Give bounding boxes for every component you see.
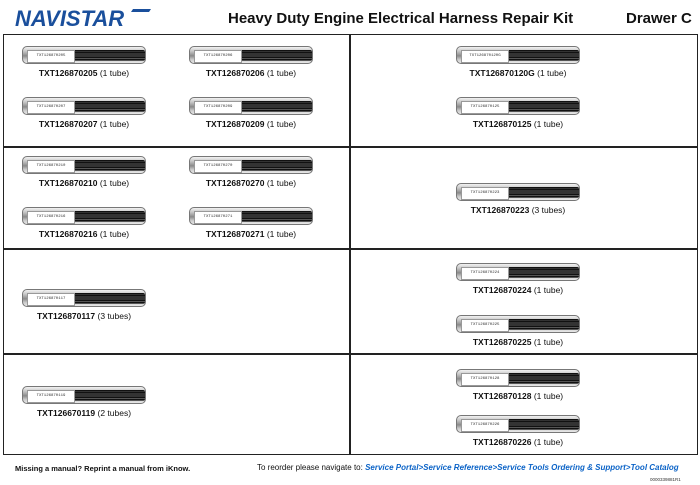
row-divider — [4, 248, 697, 250]
tube-image: TXT126870119 — [22, 386, 146, 404]
kit-item — [448, 315, 588, 355]
kit-item — [181, 46, 321, 86]
reorder-note — [257, 463, 679, 472]
part-number: TXT126870120G — [469, 68, 535, 78]
part-number: TXT126870216 — [38, 229, 98, 239]
tube-count: (1 tube) — [266, 178, 297, 188]
part-number: TXT126870271 — [205, 229, 265, 239]
part-number: TXT126870270 — [205, 178, 265, 188]
row-divider — [4, 353, 697, 355]
tube-image: TXT126870226 — [456, 415, 580, 433]
part-number: TXT126870223 — [470, 205, 530, 215]
tube-count: (1 tube) — [266, 119, 297, 129]
missing-manual-note: Missing a manual? Reprint a manual from iKnow. — [15, 464, 191, 473]
tube-image: TXT126870205 — [22, 46, 146, 64]
tube-image: TXT126870223 — [456, 183, 580, 201]
kit-item — [14, 386, 154, 426]
part-number: TXT126870125 — [472, 119, 532, 129]
tube-image: TXT126870206 — [189, 46, 313, 64]
tube-count: (1 tube) — [266, 229, 297, 239]
tube-image: TXT126870207 — [22, 97, 146, 115]
navistar-logo — [15, 7, 155, 29]
tube-image: TXT126870209 — [189, 97, 313, 115]
part-number: TXT126870226 — [472, 437, 532, 447]
document-number: 0000339881R1 — [650, 477, 681, 482]
tool-catalog-link[interactable]: Service Portal>Service Reference>Service Tools Ordering & Support>Tool Catalog — [365, 463, 679, 472]
tube-count: (1 tube) — [533, 285, 564, 295]
tube-count: (1 tube) — [99, 178, 130, 188]
tube-image: TXT126870210 — [22, 156, 146, 174]
kit-item — [14, 156, 154, 196]
part-number: TXT126870117 — [36, 311, 96, 321]
kit-item — [448, 183, 588, 223]
tube-count: (1 tube) — [537, 68, 567, 78]
tube-count: (1 tube) — [533, 437, 564, 447]
page-header — [0, 0, 700, 34]
tube-count: (1 tube) — [99, 119, 130, 129]
tube-count: (1 tube) — [533, 337, 564, 347]
kit-item — [448, 97, 588, 137]
kit-item — [448, 46, 588, 86]
part-number: TXT126670119 — [36, 408, 96, 418]
part-number: TXT126870207 — [38, 119, 98, 129]
tube-count: (1 tube) — [99, 229, 130, 239]
column-divider — [349, 35, 351, 454]
part-number: TXT126870128 — [472, 391, 532, 401]
page-title: Heavy Duty Engine Electrical Harness Repair Kit — [228, 10, 574, 27]
row-divider — [4, 146, 697, 148]
kit-item — [448, 415, 588, 455]
part-number: TXT126870210 — [38, 178, 98, 188]
part-number: TXT126870206 — [205, 68, 265, 78]
tube-image: TXT126870224 — [456, 263, 580, 281]
tube-count: (1 tube) — [533, 119, 564, 129]
kit-item — [448, 263, 588, 303]
drawer-label: Drawer C — [626, 10, 692, 27]
tube-count: (3 tubes) — [97, 311, 132, 321]
part-number: TXT126870224 — [472, 285, 532, 295]
tube-image: TXT126870120G — [456, 46, 580, 64]
kit-item — [14, 289, 154, 329]
tube-image: TXT126870128 — [456, 369, 580, 387]
kit-item — [181, 207, 321, 247]
kit-item — [448, 369, 588, 409]
navistar-logo-text: NAVISTAR — [15, 7, 125, 29]
kit-item — [14, 207, 154, 247]
tube-image: TXT126870270 — [189, 156, 313, 174]
tube-count: (3 tubes) — [531, 205, 566, 215]
tube-image: TXT126870117 — [22, 289, 146, 307]
tube-image: TXT126870216 — [22, 207, 146, 225]
part-number: TXT126870225 — [472, 337, 532, 347]
kit-item — [14, 97, 154, 137]
tube-count: (1 tube) — [99, 68, 130, 78]
tube-image: TXT126870125 — [456, 97, 580, 115]
kit-grid — [3, 34, 698, 455]
tube-count: (1 tube) — [266, 68, 297, 78]
kit-item — [181, 156, 321, 196]
part-number: TXT126870205 — [38, 68, 98, 78]
part-number: TXT126870209 — [205, 119, 265, 129]
reorder-prefix: To reorder please navigate to: — [257, 463, 366, 472]
kit-item — [14, 46, 154, 86]
kit-item — [181, 97, 321, 137]
tube-count: (2 tubes) — [97, 408, 132, 418]
tube-count: (1 tube) — [533, 391, 564, 401]
tube-image: TXT126870271 — [189, 207, 313, 225]
tube-image: TXT126870225 — [456, 315, 580, 333]
